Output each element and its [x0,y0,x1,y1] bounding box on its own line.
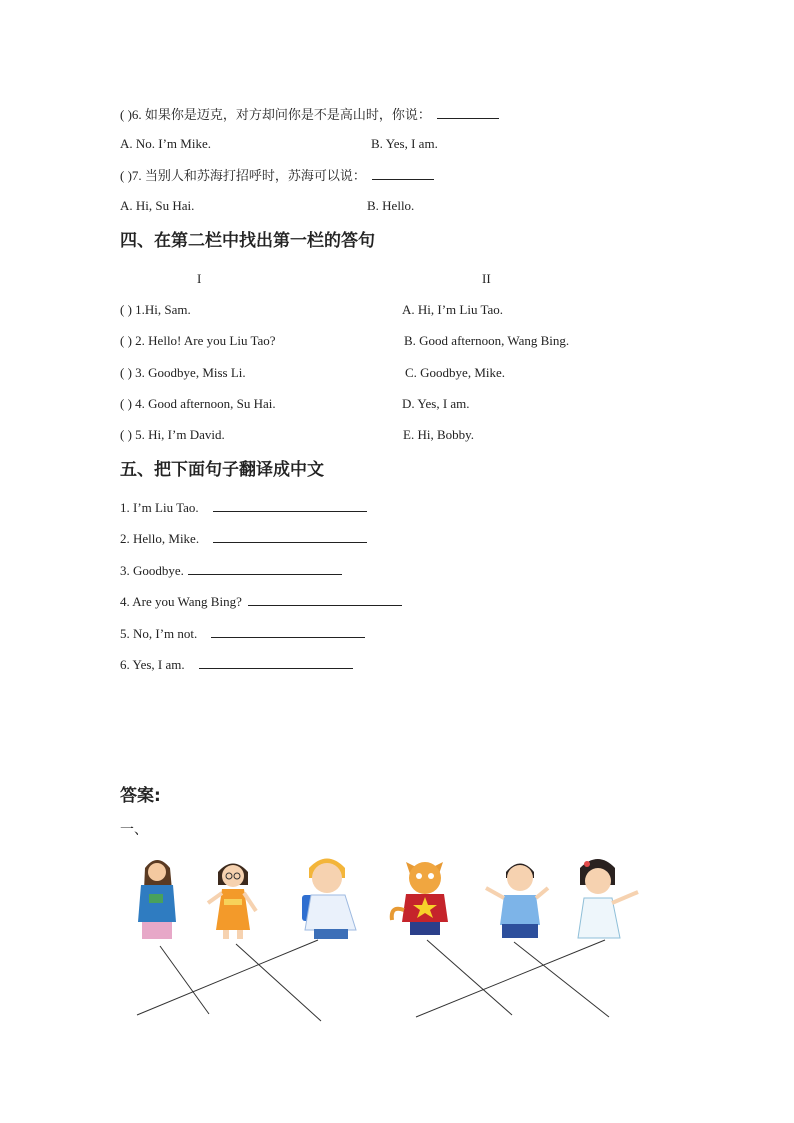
match-answer-e: E. Hi, Bobby. [403,427,475,442]
answer-paren[interactable]: ( ) [120,427,132,442]
answer-paren[interactable]: ( ) [120,302,132,317]
answer-paren[interactable]: ( ) [120,333,132,348]
question-text: 7. 当别人和苏海打招呼时，苏海可以说： [131,168,366,183]
match-prompt: 5. Hi, I’m David. [131,427,225,442]
matching-lines [137,940,609,1021]
translate-sentence: 1. I’m Liu Tao. [120,500,199,515]
match-prompt: 3. Goodbye, Miss Li. [131,365,246,380]
answer-paren[interactable]: ( ) [120,396,132,411]
answers-title: 答案: [120,786,161,806]
match-answer-b: B. Good afternoon, Wang Bing. [404,333,570,348]
boy-with-backpack-icon [302,859,356,940]
waving-boy-icon [486,864,548,939]
column-2-header: II [482,271,491,286]
answer-paren: ( ) [120,107,132,122]
cat-character-icon [392,862,448,935]
section-4-title: 四、在第二栏中找出第一栏的答句 [120,231,375,251]
q7-option-a: A. Hi, Su Hai. [120,198,195,213]
answer-paren[interactable]: ( ) [120,365,132,380]
section-5-title: 五、把下面句子翻译成中文 [120,460,324,480]
answer-paren: ( ) [120,168,132,183]
match-answer-c: C. Goodbye, Mike. [405,365,506,380]
translate-sentence: 6. Yes, I am. [120,657,185,672]
match-answer-a: A. Hi, I’m Liu Tao. [402,302,504,317]
translate-sentence: 4. Are you Wang Bing? [120,594,242,609]
question-text: 6. 如果你是迈克，对方却问你是不是高山时，你说： [131,107,431,122]
match-answer-d: D. Yes, I am. [402,396,470,411]
q6-option-b: B. Yes, I am. [371,136,438,151]
translate-sentence: 3. Goodbye. [120,563,184,578]
match-prompt: 2. Hello! Are you Liu Tao? [131,333,276,348]
ponytail-girl-icon [578,859,638,938]
girl-with-glasses-icon [208,864,256,940]
match-prompt: 4. Good afternoon, Su Hai. [131,396,276,411]
answers-part-1-label: 一、 [120,822,148,838]
q6-option-a: A. No. I’m Mike. [120,136,211,151]
match-prompt: 1.Hi, Sam. [131,302,191,317]
translate-sentence: 2. Hello, Mike. [120,531,200,546]
teacher-character-icon [138,860,176,939]
translate-sentence: 5. No, I’m not. [120,626,198,641]
q7-option-b: B. Hello. [367,198,415,213]
column-1-header: I [197,271,202,286]
